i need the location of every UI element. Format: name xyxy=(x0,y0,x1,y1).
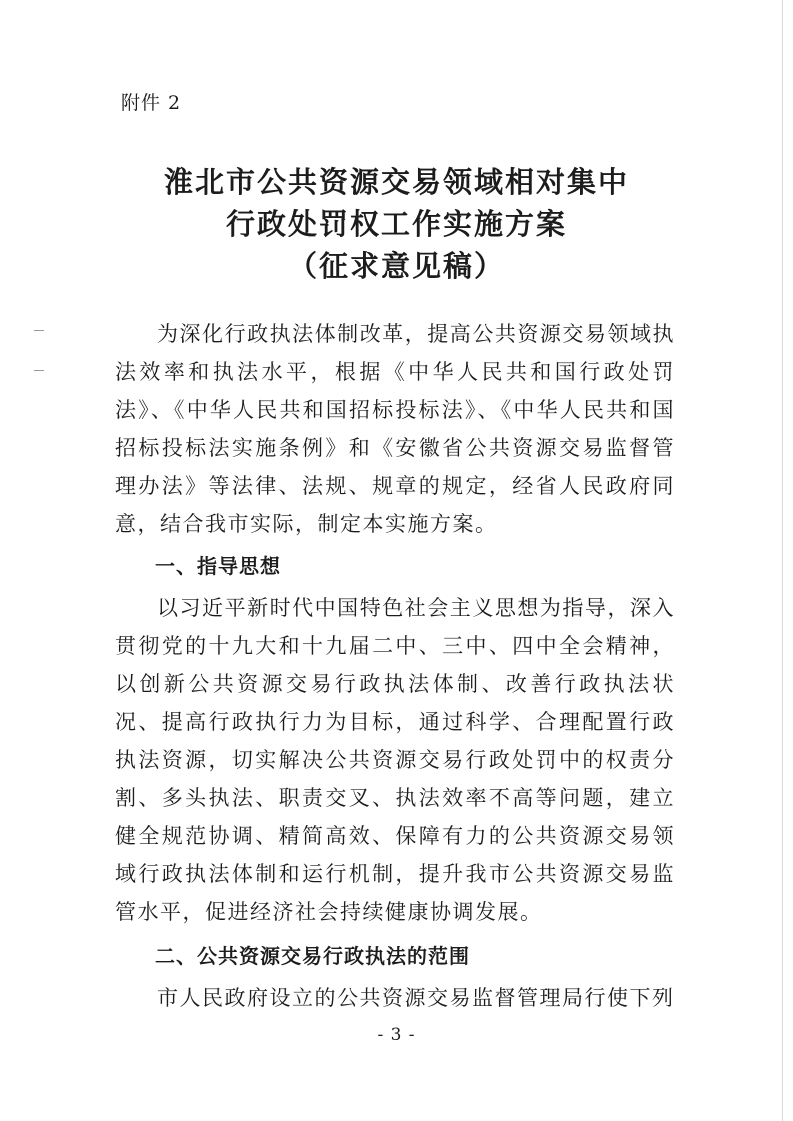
section-paragraph: 以习近平新时代中国特色社会主义思想为指导，深入贯彻党的十九大和十九届二中、三中、四中全会精神，以创新公共资源交易行政执法体制、改善行政执法状况、提高行政执行力为目标，通过科学、合理配置行政执法资源，切实解决公共资源交易行政处罚中的权责分割、多头执法、职责交叉、执法效率不高等问题，建立健全规范协调、精简高效、保障有力的公共资源交易领域行政执法体制和运行机制，提升我市公共资源交易监管水平，促进经济社会持续健康协调发展。 xyxy=(115,596,675,924)
attachment-label: 附件 2 xyxy=(121,92,182,114)
page-number: - 3 - xyxy=(377,1025,416,1045)
margin-mark xyxy=(34,330,44,331)
title-subtitle: （征求意见稿） xyxy=(287,249,505,283)
title-line: 淮北市公共资源交易领域相对集中 xyxy=(163,165,629,199)
document-title xyxy=(0,161,793,287)
title-line: 行政处罚权工作实施方案 xyxy=(225,207,567,241)
section-paragraph: 市人民政府设立的公共资源交易监督管理局行使下列 xyxy=(157,986,675,1010)
document-body xyxy=(115,315,675,1017)
margin-mark xyxy=(34,370,44,371)
section-heading: 一、指导思想 xyxy=(155,554,281,578)
section-heading: 二、公共资源交易行政执法的范围 xyxy=(155,944,470,968)
intro-paragraph: 为深化行政执法体制改革，提高公共资源交易领域执法效率和执法水平，根据《中华人民共和国行政处罚法》、《中华人民共和国招标投标法》、《中华人民共和国招标投标法实施条例》和《安徽省公共资源交易监督管理办法》等法律、法规、规章的规定，经省人民政府同意，结合我市实际，制定本实施方案。 xyxy=(115,322,675,536)
